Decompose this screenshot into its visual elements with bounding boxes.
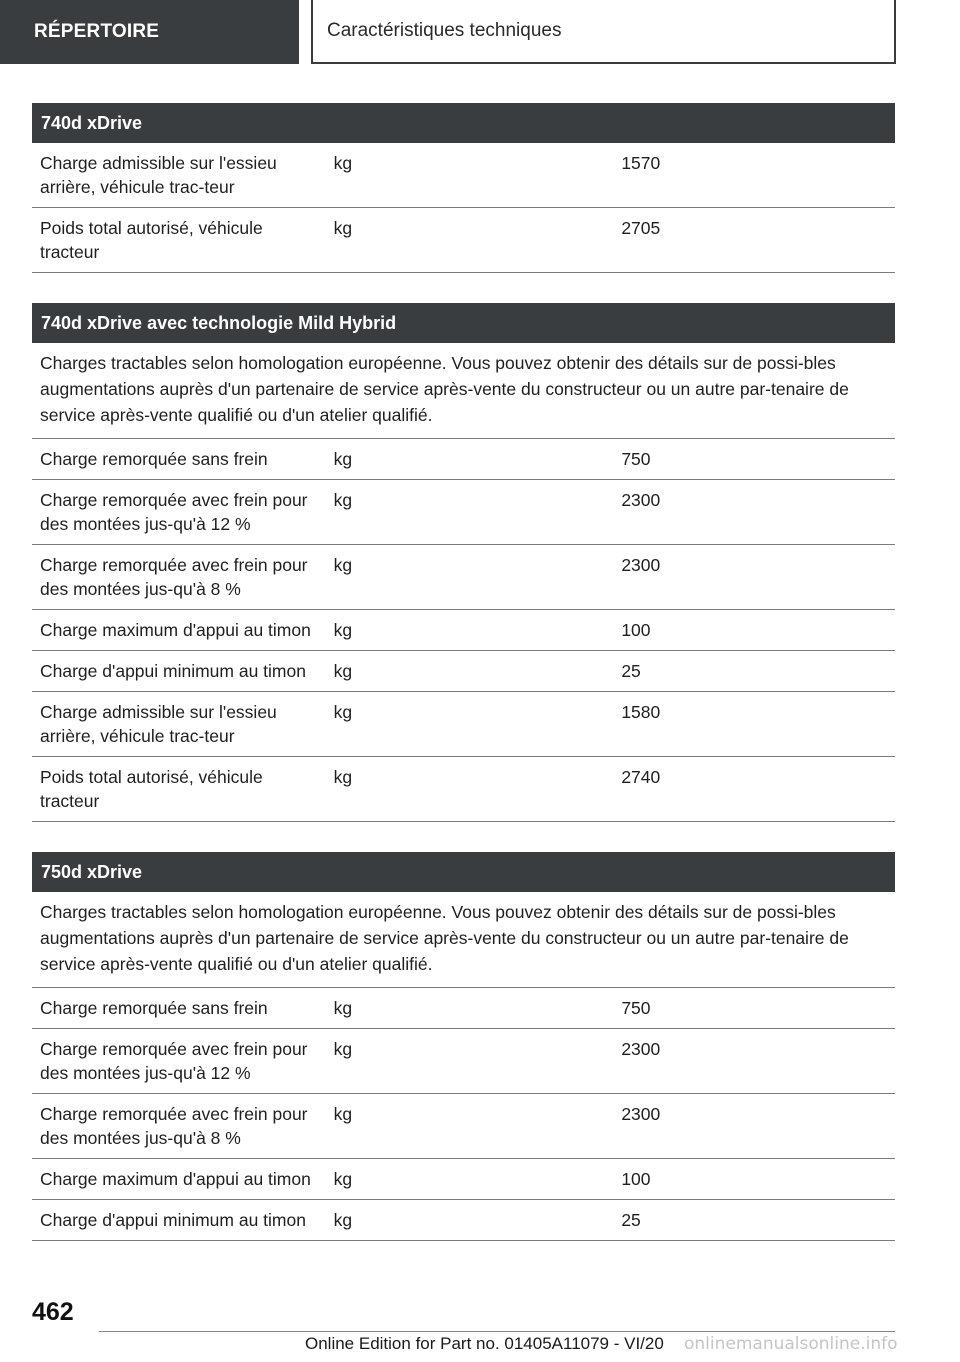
row-value: 2300 — [607, 1094, 895, 1159]
spec-table — [32, 852, 895, 1241]
row-value: 1580 — [607, 692, 895, 757]
row-unit: kg — [320, 1094, 608, 1159]
row-description: Charge maximum d'appui au timon — [32, 1159, 320, 1200]
row-description: Charge maximum d'appui au timon — [32, 610, 320, 651]
row-description: Charge remorquée avec frein pour des montées jus-qu'à 12 % — [32, 1029, 320, 1094]
table-row — [32, 692, 895, 757]
table-row — [32, 651, 895, 692]
table-row — [32, 1029, 895, 1094]
table-row — [32, 208, 895, 273]
table-intro: Charges tractables selon homologation européenne. Vous pouvez obtenir des détails sur de possi-bles augmentations auprès d'un partenaire de service après-vente du constructeur ou un autre par-tenaire de service après-vente qualifié ou d'un atelier qualifié. — [32, 343, 895, 439]
row-unit: kg — [320, 757, 608, 822]
row-description: Poids total autorisé, véhicule tracteur — [32, 757, 320, 822]
table-row — [32, 1159, 895, 1200]
table-row — [32, 1200, 895, 1241]
page-number: 462 — [32, 1298, 74, 1326]
table-row — [32, 480, 895, 545]
row-description: Charge remorquée avec frein pour des montées jus-qu'à 8 % — [32, 1094, 320, 1159]
table-row — [32, 545, 895, 610]
table-heading: 740d xDrive — [32, 103, 895, 143]
page-header — [0, 0, 960, 66]
row-value: 2705 — [607, 208, 895, 273]
row-unit: kg — [320, 610, 608, 651]
chapter-title: Caractéristiques techniques — [311, 0, 896, 64]
spec-tables — [32, 103, 895, 1271]
row-value: 2300 — [607, 1029, 895, 1094]
row-unit: kg — [320, 1029, 608, 1094]
row-value: 25 — [607, 651, 895, 692]
row-unit: kg — [320, 439, 608, 480]
spec-table — [32, 103, 895, 273]
table-intro: Charges tractables selon homologation européenne. Vous pouvez obtenir des détails sur de possi-bles augmentations auprès d'un partenaire de service après-vente du constructeur ou un autre par-tenaire de service après-vente qualifié ou d'un atelier qualifié. — [32, 892, 895, 988]
row-value: 1570 — [607, 143, 895, 208]
edition-note: Online Edition for Part no. 01405A11079 - VI/20 — [305, 1334, 664, 1353]
row-unit: kg — [320, 208, 608, 273]
footer-divider — [99, 1331, 895, 1332]
row-description: Charge admissible sur l'essieu arrière, véhicule trac-teur — [32, 692, 320, 757]
table-row — [32, 988, 895, 1029]
row-value: 100 — [607, 610, 895, 651]
row-description: Charge remorquée sans frein — [32, 988, 320, 1029]
table-row — [32, 439, 895, 480]
table-row — [32, 610, 895, 651]
row-unit: kg — [320, 143, 608, 208]
row-unit: kg — [320, 651, 608, 692]
row-value: 2300 — [607, 480, 895, 545]
spec-table — [32, 303, 895, 822]
watermark: onlinemanualsonline.info — [684, 1334, 898, 1354]
table-heading: 750d xDrive — [32, 852, 895, 892]
row-description: Poids total autorisé, véhicule tracteur — [32, 208, 320, 273]
row-unit: kg — [320, 480, 608, 545]
table-row — [32, 143, 895, 208]
table-intro-row — [32, 343, 895, 439]
row-unit: kg — [320, 545, 608, 610]
row-unit: kg — [320, 988, 608, 1029]
row-value: 750 — [607, 988, 895, 1029]
row-value: 2300 — [607, 545, 895, 610]
table-row — [32, 757, 895, 822]
table-row — [32, 1094, 895, 1159]
row-description: Charge remorquée avec frein pour des montées jus-qu'à 12 % — [32, 480, 320, 545]
section-tab[interactable]: RÉPERTOIRE — [0, 0, 299, 64]
row-description: Charge remorquée sans frein — [32, 439, 320, 480]
row-unit: kg — [320, 1200, 608, 1241]
table-intro-row — [32, 892, 895, 988]
row-unit: kg — [320, 692, 608, 757]
row-description: Charge d'appui minimum au timon — [32, 1200, 320, 1241]
table-heading: 740d xDrive avec technologie Mild Hybrid — [32, 303, 895, 343]
row-description: Charge d'appui minimum au timon — [32, 651, 320, 692]
row-description: Charge remorquée avec frein pour des montées jus-qu'à 8 % — [32, 545, 320, 610]
row-value: 750 — [607, 439, 895, 480]
row-unit: kg — [320, 1159, 608, 1200]
row-value: 100 — [607, 1159, 895, 1200]
row-value: 25 — [607, 1200, 895, 1241]
row-value: 2740 — [607, 757, 895, 822]
row-description: Charge admissible sur l'essieu arrière, véhicule trac-teur — [32, 143, 320, 208]
